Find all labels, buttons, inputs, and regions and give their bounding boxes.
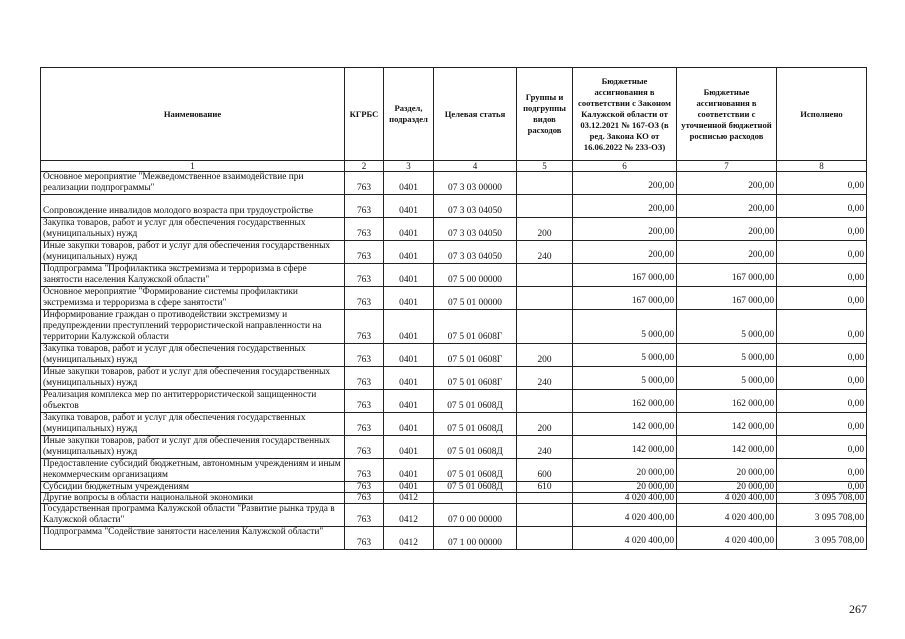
- row-kgrbs: 763: [345, 195, 384, 218]
- row-kgrbs: 763: [345, 172, 384, 195]
- row-razdel: 0412: [384, 493, 434, 504]
- row-kgrbs: 763: [345, 493, 384, 504]
- row-name: Предоставление субсидий бюджетным, автономным учреждениям и иным некоммерческим организациям: [41, 459, 345, 482]
- header-razdel: Раздел, подраздел: [384, 68, 434, 161]
- row-razdel: 0401: [384, 413, 434, 436]
- table-row: [41, 413, 867, 436]
- row-name: Другие вопросы в области национальной экономики: [41, 493, 345, 504]
- row-tselevaya: 07 5 01 00000: [434, 287, 517, 310]
- row-name: Закупка товаров, работ и услуг для обеспечения государственных (муниципальных) нужд: [41, 218, 345, 241]
- row-rospis-amount: 5 000,00: [677, 344, 777, 367]
- row-law-amount: 162 000,00: [573, 390, 677, 413]
- row-vid: [517, 504, 573, 527]
- row-law-amount: 5 000,00: [573, 310, 677, 344]
- row-name: Субсидии бюджетным учреждениям: [41, 482, 345, 493]
- row-tselevaya: [434, 493, 517, 504]
- row-vid: [517, 493, 573, 504]
- row-name: Закупка товаров, работ и услуг для обеспечения государственных (муниципальных) нужд: [41, 413, 345, 436]
- row-vid: 240: [517, 367, 573, 390]
- table-row: [41, 459, 867, 482]
- row-kgrbs: 763: [345, 287, 384, 310]
- column-number: 8: [777, 161, 867, 172]
- row-rospis-amount: 167 000,00: [677, 287, 777, 310]
- row-done-amount: 0,00: [777, 390, 867, 413]
- row-razdel: 0401: [384, 344, 434, 367]
- row-law-amount: 4 020 400,00: [573, 504, 677, 527]
- row-tselevaya: 07 5 01 0608Д: [434, 482, 517, 493]
- row-tselevaya: 07 5 01 0608Г: [434, 310, 517, 344]
- column-number: 6: [573, 161, 677, 172]
- row-tselevaya: 07 0 00 00000: [434, 504, 517, 527]
- row-vid: [517, 264, 573, 287]
- table-row: [41, 264, 867, 287]
- row-tselevaya: 07 1 00 00000: [434, 527, 517, 550]
- row-razdel: 0401: [384, 241, 434, 264]
- row-law-amount: 20 000,00: [573, 459, 677, 482]
- row-tselevaya: 07 5 00 00000: [434, 264, 517, 287]
- row-tselevaya: 07 5 01 0608Г: [434, 367, 517, 390]
- row-rospis-amount: 167 000,00: [677, 264, 777, 287]
- row-done-amount: 0,00: [777, 287, 867, 310]
- row-law-amount: 200,00: [573, 241, 677, 264]
- row-rospis-amount: 142 000,00: [677, 413, 777, 436]
- row-kgrbs: 763: [345, 367, 384, 390]
- column-number: 2: [345, 161, 384, 172]
- row-name: Реализация комплекса мер по антитеррористической защищенности объектов: [41, 390, 345, 413]
- row-done-amount: 0,00: [777, 344, 867, 367]
- row-rospis-amount: 20 000,00: [677, 459, 777, 482]
- row-vid: 200: [517, 218, 573, 241]
- row-done-amount: 0,00: [777, 367, 867, 390]
- row-rospis-amount: 5 000,00: [677, 367, 777, 390]
- table-row: [41, 436, 867, 459]
- row-law-amount: 142 000,00: [573, 413, 677, 436]
- row-tselevaya: 07 3 03 00000: [434, 172, 517, 195]
- page-number: 267: [849, 602, 867, 616]
- table-row: [41, 241, 867, 264]
- row-kgrbs: 763: [345, 241, 384, 264]
- table-row: [41, 527, 867, 550]
- row-tselevaya: 07 5 01 0608Д: [434, 436, 517, 459]
- row-razdel: 0401: [384, 264, 434, 287]
- row-rospis-amount: 5 000,00: [677, 310, 777, 344]
- table-row: [41, 287, 867, 310]
- row-vid: 240: [517, 436, 573, 459]
- row-name: Подпрограмма "Содействие занятости населения Калужской области": [41, 527, 345, 550]
- row-vid: [517, 287, 573, 310]
- budget-table: [40, 67, 867, 550]
- budget-table-container: [40, 67, 866, 550]
- header-rospis: Бюджетные ассигнования в соответствии с уточненной бюджетной росписью расходов: [677, 68, 777, 161]
- row-rospis-amount: 4 020 400,00: [677, 504, 777, 527]
- row-done-amount: 0,00: [777, 436, 867, 459]
- header-done: Исполнено: [777, 68, 867, 161]
- row-rospis-amount: 200,00: [677, 218, 777, 241]
- row-done-amount: 0,00: [777, 459, 867, 482]
- row-razdel: 0401: [384, 218, 434, 241]
- row-razdel: 0401: [384, 482, 434, 493]
- row-vid: [517, 172, 573, 195]
- row-name: Государственная программа Калужской области "Развитие рынка труда в Калужской области": [41, 504, 345, 527]
- table-row: [41, 218, 867, 241]
- row-vid: 240: [517, 241, 573, 264]
- row-law-amount: 5 000,00: [573, 367, 677, 390]
- row-law-amount: 4 020 400,00: [573, 493, 677, 504]
- row-done-amount: 0,00: [777, 241, 867, 264]
- row-kgrbs: 763: [345, 264, 384, 287]
- row-rospis-amount: 200,00: [677, 195, 777, 218]
- row-name: Основное мероприятие "Формирование системы профилактики экстремизма и терроризма в сфере занятости": [41, 287, 345, 310]
- header-row: [41, 68, 867, 161]
- header-kgrbs: КГРБС: [345, 68, 384, 161]
- row-rospis-amount: 4 020 400,00: [677, 527, 777, 550]
- row-rospis-amount: 162 000,00: [677, 390, 777, 413]
- row-rospis-amount: 200,00: [677, 241, 777, 264]
- row-tselevaya: 07 5 01 0608Д: [434, 413, 517, 436]
- row-razdel: 0401: [384, 172, 434, 195]
- row-kgrbs: 763: [345, 482, 384, 493]
- row-kgrbs: 763: [345, 413, 384, 436]
- row-rospis-amount: 20 000,00: [677, 482, 777, 493]
- row-vid: 600: [517, 459, 573, 482]
- row-done-amount: 3 095 708,00: [777, 527, 867, 550]
- row-kgrbs: 763: [345, 504, 384, 527]
- row-razdel: 0401: [384, 459, 434, 482]
- row-razdel: 0401: [384, 367, 434, 390]
- row-law-amount: 167 000,00: [573, 264, 677, 287]
- row-done-amount: 0,00: [777, 310, 867, 344]
- row-rospis-amount: 200,00: [677, 172, 777, 195]
- row-done-amount: 0,00: [777, 195, 867, 218]
- table-row: [41, 172, 867, 195]
- row-vid: 610: [517, 482, 573, 493]
- row-done-amount: 0,00: [777, 413, 867, 436]
- row-vid: 200: [517, 413, 573, 436]
- row-law-amount: 142 000,00: [573, 436, 677, 459]
- row-razdel: 0412: [384, 527, 434, 550]
- row-law-amount: 20 000,00: [573, 482, 677, 493]
- row-done-amount: 3 095 708,00: [777, 493, 867, 504]
- row-razdel: 0401: [384, 310, 434, 344]
- row-done-amount: 0,00: [777, 218, 867, 241]
- column-number: 4: [434, 161, 517, 172]
- row-razdel: 0401: [384, 436, 434, 459]
- row-razdel: 0401: [384, 287, 434, 310]
- row-law-amount: 200,00: [573, 195, 677, 218]
- table-row: [41, 390, 867, 413]
- header-tselevaya: Целевая статья: [434, 68, 517, 161]
- row-tselevaya: 07 3 03 04050: [434, 218, 517, 241]
- table-row: [41, 493, 867, 504]
- row-name: Подпрограмма "Профилактика экстремизма и терроризма в сфере занятости населения Калужской области": [41, 264, 345, 287]
- table-row: [41, 482, 867, 493]
- row-name: Основное мероприятие "Межведомственное взаимодействие при реализации подпрограммы": [41, 172, 345, 195]
- row-law-amount: 5 000,00: [573, 344, 677, 367]
- row-razdel: 0401: [384, 390, 434, 413]
- row-done-amount: 0,00: [777, 482, 867, 493]
- row-kgrbs: 763: [345, 390, 384, 413]
- row-name: Информирование граждан о противодействии экстремизму и предупреждении преступлений террористической направленности на территории Калужской области: [41, 310, 345, 344]
- header-vid: Группы и подгруппы видов расходов: [517, 68, 573, 161]
- row-tselevaya: 07 3 03 04050: [434, 195, 517, 218]
- row-tselevaya: 07 5 01 0608Г: [434, 344, 517, 367]
- row-vid: [517, 310, 573, 344]
- table-row: [41, 344, 867, 367]
- row-vid: [517, 527, 573, 550]
- column-number-row: [41, 161, 867, 172]
- column-number: 5: [517, 161, 573, 172]
- row-name: Иные закупки товаров, работ и услуг для обеспечения государственных (муниципальных) нужд: [41, 367, 345, 390]
- header-name: Наименование: [41, 68, 345, 161]
- row-name: Закупка товаров, работ и услуг для обеспечения государственных (муниципальных) нужд: [41, 344, 345, 367]
- row-kgrbs: 763: [345, 527, 384, 550]
- row-law-amount: 200,00: [573, 172, 677, 195]
- row-done-amount: 3 095 708,00: [777, 504, 867, 527]
- row-law-amount: 167 000,00: [573, 287, 677, 310]
- row-tselevaya: 07 5 01 0608Д: [434, 459, 517, 482]
- row-law-amount: 4 020 400,00: [573, 527, 677, 550]
- row-vid: 200: [517, 344, 573, 367]
- row-razdel: 0412: [384, 504, 434, 527]
- row-razdel: 0401: [384, 195, 434, 218]
- row-kgrbs: 763: [345, 436, 384, 459]
- row-tselevaya: 07 5 01 0608Д: [434, 390, 517, 413]
- row-kgrbs: 763: [345, 218, 384, 241]
- row-tselevaya: 07 3 03 04050: [434, 241, 517, 264]
- row-kgrbs: 763: [345, 310, 384, 344]
- row-vid: [517, 195, 573, 218]
- row-name: Иные закупки товаров, работ и услуг для обеспечения государственных (муниципальных) нужд: [41, 241, 345, 264]
- column-number: 1: [41, 161, 345, 172]
- table-row: [41, 310, 867, 344]
- row-name: Иные закупки товаров, работ и услуг для обеспечения государственных (муниципальных) нужд: [41, 436, 345, 459]
- row-kgrbs: 763: [345, 344, 384, 367]
- table-row: [41, 367, 867, 390]
- row-rospis-amount: 142 000,00: [677, 436, 777, 459]
- row-done-amount: 0,00: [777, 264, 867, 287]
- column-number: 7: [677, 161, 777, 172]
- table-row: [41, 195, 867, 218]
- row-vid: [517, 390, 573, 413]
- table-row: [41, 504, 867, 527]
- row-done-amount: 0,00: [777, 172, 867, 195]
- column-number: 3: [384, 161, 434, 172]
- header-law: Бюджетные ассигнования в соответствии с Законом Калужской области от 03.12.2021 № 167-ОЗ (в ред. Закона КО от 16.06.2022 № 233-ОЗ): [573, 68, 677, 161]
- row-law-amount: 200,00: [573, 218, 677, 241]
- row-kgrbs: 763: [345, 459, 384, 482]
- row-rospis-amount: 4 020 400,00: [677, 493, 777, 504]
- row-name: Сопровождение инвалидов молодого возраста при трудоустройстве: [41, 195, 345, 218]
